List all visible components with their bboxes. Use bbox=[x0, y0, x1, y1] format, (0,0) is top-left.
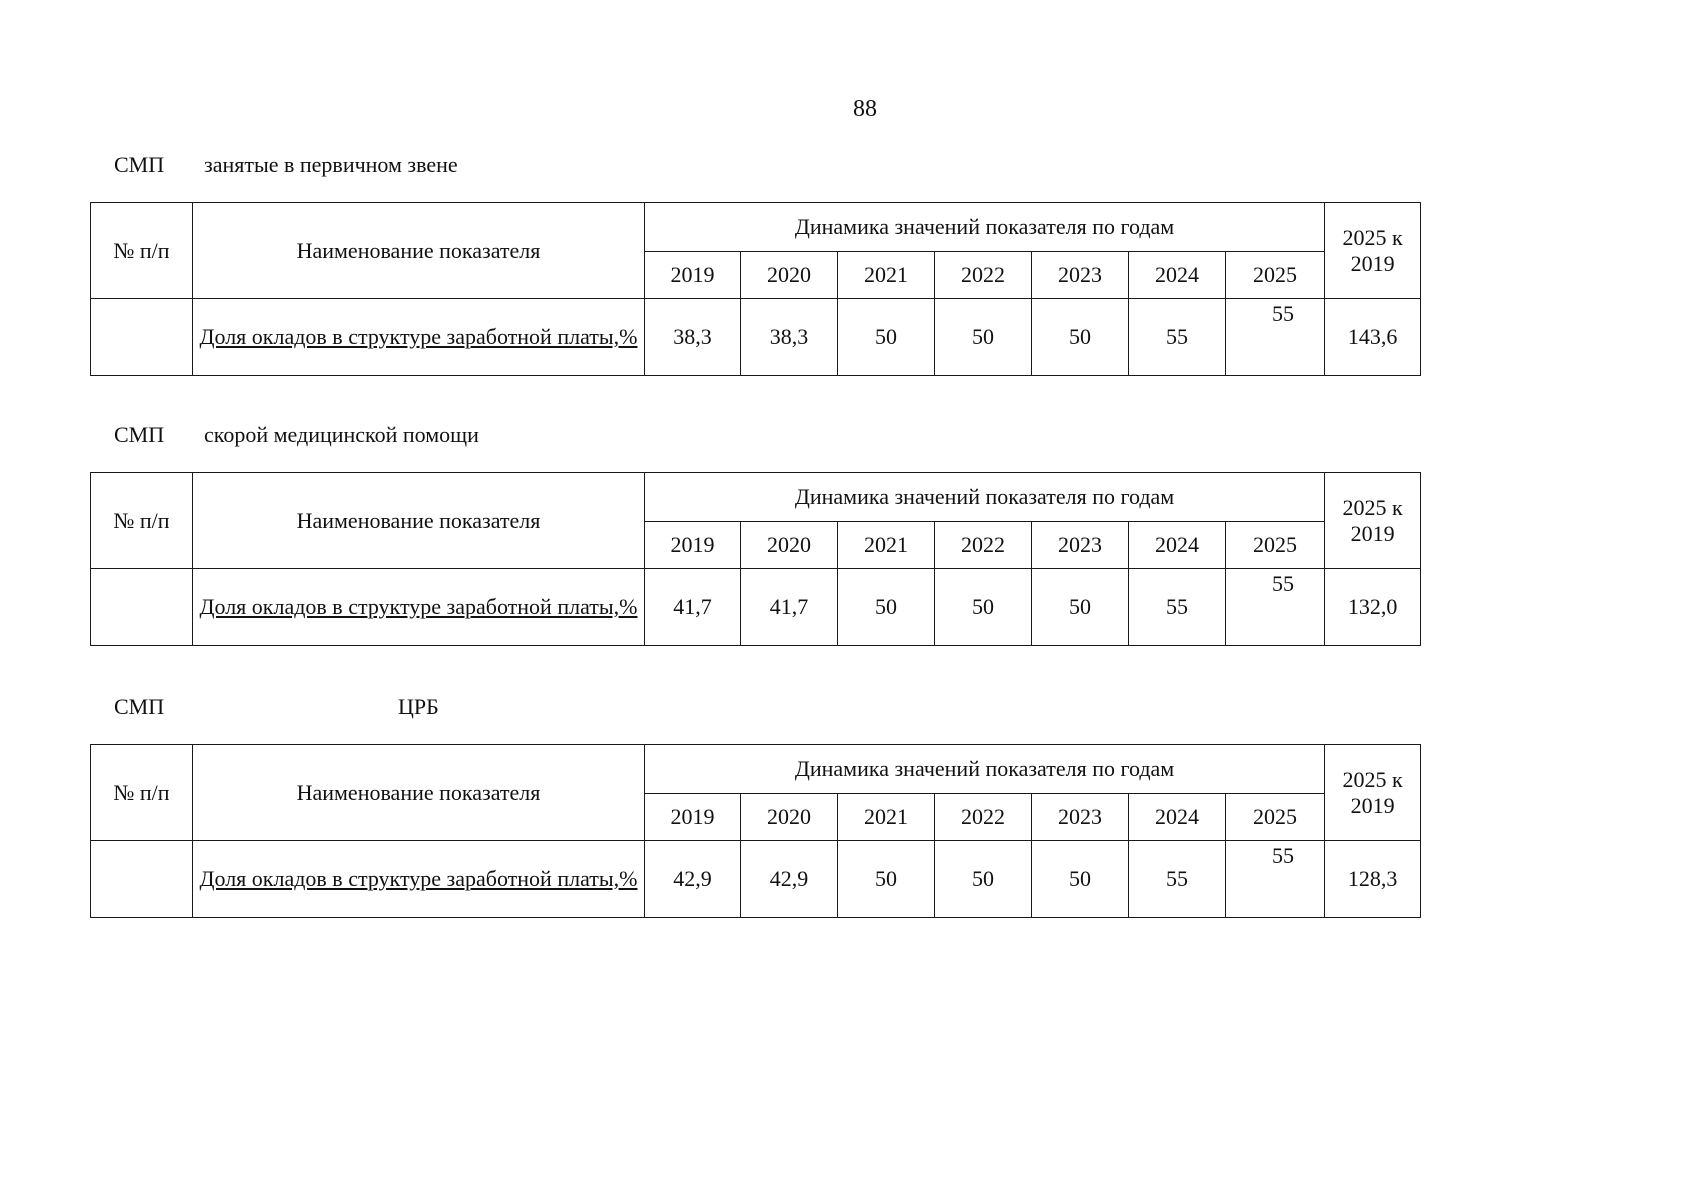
header-year: 2019 bbox=[645, 252, 741, 299]
section-org: СМП bbox=[114, 422, 165, 447]
section-title bbox=[90, 152, 1421, 182]
row-value: 42,9 bbox=[645, 841, 741, 918]
section-crb bbox=[90, 694, 1421, 918]
row-value: 55 bbox=[1272, 571, 1294, 596]
header-name: Наименование показателя bbox=[193, 203, 645, 299]
row-value: 50 bbox=[935, 299, 1032, 376]
row-value: 55 bbox=[1129, 299, 1226, 376]
header-ratio: 2025 к 2019 bbox=[1325, 745, 1421, 841]
row-value: 41,7 bbox=[645, 569, 741, 646]
row-value: 55 bbox=[1129, 569, 1226, 646]
section-unit: ЦРБ bbox=[398, 694, 439, 719]
table-row bbox=[91, 299, 1421, 376]
header-number: № п/п bbox=[91, 203, 193, 299]
header-year: 2022 bbox=[935, 794, 1032, 841]
row-value: 50 bbox=[838, 569, 935, 646]
section-title bbox=[90, 694, 1421, 724]
header-year: 2024 bbox=[1129, 252, 1226, 299]
row-ratio: 128,3 bbox=[1325, 841, 1421, 918]
header-year: 2020 bbox=[741, 252, 838, 299]
section-unit: занятые в первичном звене bbox=[204, 152, 458, 177]
section-title bbox=[90, 422, 1421, 452]
row-value: 50 bbox=[1032, 569, 1129, 646]
header-ratio: 2025 к 2019 bbox=[1325, 473, 1421, 569]
row-name: Доля окладов в структуре заработной платы,% bbox=[193, 569, 645, 646]
section-primary-care bbox=[90, 152, 1421, 376]
row-value: 50 bbox=[838, 299, 935, 376]
section-unit: скорой медицинской помощи bbox=[204, 422, 479, 447]
header-year: 2021 bbox=[838, 252, 935, 299]
row-value-2025 bbox=[1226, 569, 1325, 646]
header-year: 2020 bbox=[741, 794, 838, 841]
row-value: 55 bbox=[1129, 841, 1226, 918]
row-name: Доля окладов в структуре заработной платы,% bbox=[193, 299, 645, 376]
row-value: 55 bbox=[1272, 843, 1294, 868]
header-year: 2025 bbox=[1226, 794, 1325, 841]
header-year: 2023 bbox=[1032, 522, 1129, 569]
header-year: 2022 bbox=[935, 522, 1032, 569]
row-value: 50 bbox=[1032, 299, 1129, 376]
header-year: 2021 bbox=[838, 794, 935, 841]
row-value: 38,3 bbox=[741, 299, 838, 376]
indicator-table bbox=[90, 744, 1421, 918]
header-number: № п/п bbox=[91, 745, 193, 841]
row-value: 42,9 bbox=[741, 841, 838, 918]
header-year: 2021 bbox=[838, 522, 935, 569]
header-year: 2024 bbox=[1129, 794, 1226, 841]
header-year: 2023 bbox=[1032, 794, 1129, 841]
header-year: 2024 bbox=[1129, 522, 1226, 569]
header-year: 2019 bbox=[645, 794, 741, 841]
row-value: 50 bbox=[838, 841, 935, 918]
table-row bbox=[91, 569, 1421, 646]
row-number bbox=[91, 299, 193, 376]
header-year: 2025 bbox=[1226, 522, 1325, 569]
header-name: Наименование показателя bbox=[193, 745, 645, 841]
header-dynamics: Динамика значений показателя по годам bbox=[645, 473, 1325, 522]
header-ratio: 2025 к 2019 bbox=[1325, 203, 1421, 299]
header-year: 2022 bbox=[935, 252, 1032, 299]
section-org: СМП bbox=[114, 694, 165, 719]
row-value-2025 bbox=[1226, 841, 1325, 918]
row-value: 50 bbox=[935, 841, 1032, 918]
row-value: 38,3 bbox=[645, 299, 741, 376]
row-value: 50 bbox=[1032, 841, 1129, 918]
header-year: 2023 bbox=[1032, 252, 1129, 299]
table-row bbox=[91, 841, 1421, 918]
row-number bbox=[91, 569, 193, 646]
header-dynamics: Динамика значений показателя по годам bbox=[645, 745, 1325, 794]
indicator-table bbox=[90, 202, 1421, 376]
row-name: Доля окладов в структуре заработной платы,% bbox=[193, 841, 645, 918]
header-year: 2020 bbox=[741, 522, 838, 569]
page-number: 88 bbox=[853, 96, 877, 122]
header-year: 2025 bbox=[1226, 252, 1325, 299]
indicator-table bbox=[90, 472, 1421, 646]
row-number bbox=[91, 841, 193, 918]
header-dynamics: Динамика значений показателя по годам bbox=[645, 203, 1325, 252]
header-year: 2019 bbox=[645, 522, 741, 569]
row-value-2025 bbox=[1226, 299, 1325, 376]
header-number: № п/п bbox=[91, 473, 193, 569]
section-org: СМП bbox=[114, 152, 165, 177]
section-ambulance bbox=[90, 422, 1421, 646]
row-value: 50 bbox=[935, 569, 1032, 646]
header-name: Наименование показателя bbox=[193, 473, 645, 569]
row-value: 41,7 bbox=[741, 569, 838, 646]
row-ratio: 132,0 bbox=[1325, 569, 1421, 646]
row-value: 55 bbox=[1272, 301, 1294, 326]
row-ratio: 143,6 bbox=[1325, 299, 1421, 376]
